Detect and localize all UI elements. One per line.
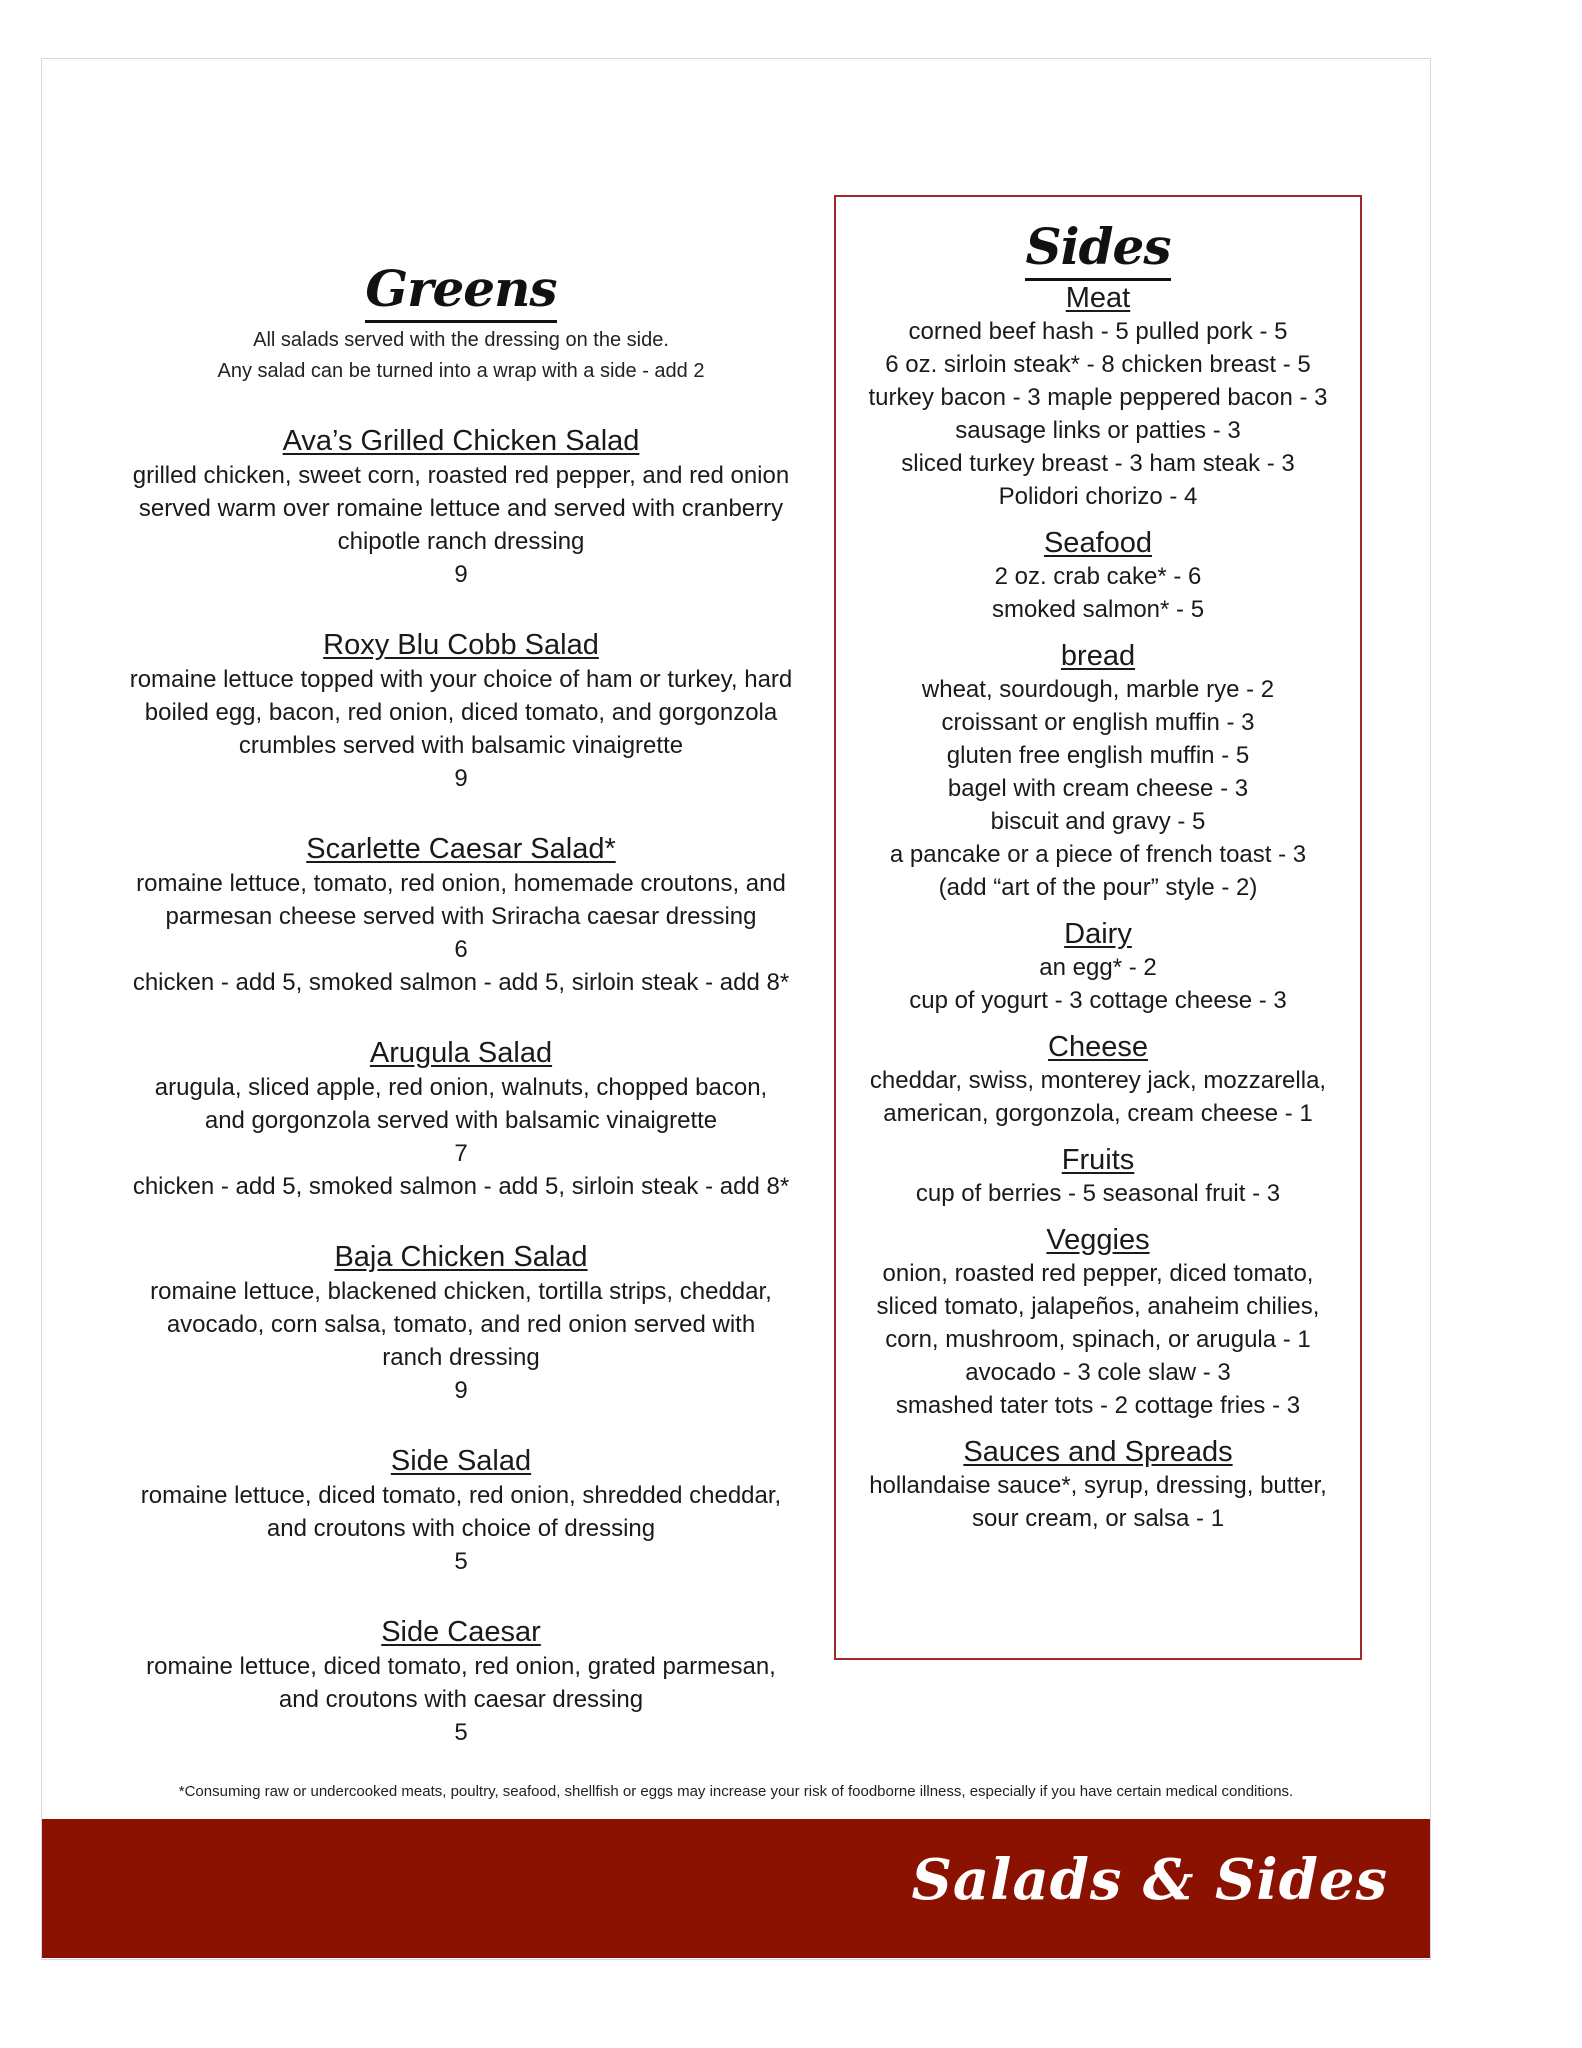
sides-panel	[834, 195, 1362, 1660]
footer-banner	[42, 1819, 1430, 1958]
salad-name: Baja Chicken Salad	[334, 1241, 588, 1273]
salad-description-line: romaine lettuce, blackened chicken, tortilla strips, cheddar,	[150, 1278, 772, 1305]
greens-intro	[86, 325, 836, 387]
salad-name: Scarlette Caesar Salad*	[306, 833, 616, 865]
sides-category-list	[836, 281, 1360, 1535]
menu-page	[41, 58, 1431, 1960]
sides-item-line: smoked salmon* - 5	[991, 596, 1205, 623]
salad-name: Side Caesar	[381, 1616, 541, 1648]
salad-description-line: and gorgonzola served with balsamic vinaigrette	[204, 1107, 718, 1134]
sides-category-title: Fruits	[1061, 1144, 1135, 1176]
sides-category-title: Cheese	[1048, 1031, 1148, 1063]
salad-price: 5	[454, 1548, 468, 1575]
salad-description-line: and croutons with caesar dressing	[278, 1686, 644, 1713]
sides-category	[836, 917, 1360, 1017]
salad-name: Arugula Salad	[369, 1037, 553, 1069]
sides-item-line: cheddar, swiss, monterey jack, mozzarella,	[869, 1067, 1327, 1094]
salad-name: Side Salad	[390, 1445, 532, 1477]
sides-item-line: sour cream, or salsa - 1	[971, 1505, 1225, 1532]
sides-item-line: turkey bacon - 3 maple peppered bacon - 3	[868, 384, 1328, 411]
sides-item-line: cup of berries - 5 seasonal fruit - 3	[915, 1180, 1281, 1207]
sides-item-line: cup of yogurt - 3 cottage cheese - 3	[909, 987, 1287, 1014]
sides-category	[836, 526, 1360, 626]
sides-heading: Sides	[836, 217, 1360, 277]
sides-category-title: Seafood	[1043, 527, 1153, 559]
salad-description-line: romaine lettuce, diced tomato, red onion, shredded cheddar,	[140, 1482, 782, 1509]
salad-item	[86, 627, 836, 795]
salad-description-line: romaine lettuce topped with your choice of ham or turkey, hard	[129, 666, 793, 693]
salad-description-line: grilled chicken, sweet corn, roasted red pepper, and red onion	[132, 462, 790, 489]
salad-item	[86, 1035, 836, 1203]
sides-item-line: sliced tomato, jalapeños, anaheim chilies,	[876, 1293, 1320, 1320]
salad-price: 9	[454, 1377, 468, 1404]
sides-item-line: corned beef hash - 5 pulled pork - 5	[908, 318, 1288, 345]
salad-item	[86, 1443, 836, 1578]
salad-price: 9	[454, 561, 468, 588]
salad-description-line: chipotle ranch dressing	[337, 528, 585, 555]
sides-category	[836, 1030, 1360, 1130]
sides-category-title: Veggies	[1046, 1224, 1150, 1256]
sides-category	[836, 1223, 1360, 1422]
health-disclaimer: *Consuming raw or undercooked meats, poultry, seafood, shellfish or eggs may increase your risk of foodborne illness, especially if you have certain medical conditions.	[178, 1783, 1294, 1800]
greens-column	[86, 199, 836, 1749]
salad-description-line: ranch dressing	[382, 1344, 540, 1371]
sides-item-line: a pancake or a piece of french toast - 3	[889, 841, 1307, 868]
sides-item-line: bagel with cream cheese - 3	[947, 775, 1249, 802]
salad-description-line: served warm over romaine lettuce and served with cranberry	[138, 495, 784, 522]
sides-item-line: hollandaise sauce*, syrup, dressing, butter,	[869, 1472, 1327, 1499]
sides-item-line: Polidori chorizo - 4	[998, 483, 1198, 510]
sides-item-line: smashed tater tots - 2 cottage fries - 3	[895, 1392, 1301, 1419]
salad-description-line: and croutons with choice of dressing	[266, 1515, 656, 1542]
sides-item-line: gluten free english muffin - 5	[946, 742, 1250, 769]
sides-item-line: corn, mushroom, spinach, or arugula - 1	[885, 1326, 1311, 1353]
salad-description-line: parmesan cheese served with Sriracha caesar dressing	[165, 903, 757, 930]
sides-item-line: 2 oz. crab cake* - 6	[994, 563, 1202, 590]
banner-title: Salads & Sides	[911, 1847, 1388, 1913]
sides-category	[836, 1143, 1360, 1210]
salad-description-line: romaine lettuce, tomato, red onion, homemade croutons, and	[136, 870, 786, 897]
salad-price: 5	[454, 1719, 468, 1746]
sides-category	[836, 281, 1360, 513]
greens-item-list	[86, 423, 836, 1749]
greens-intro-line: Any salad can be turned into a wrap with a side - add 2	[217, 360, 705, 382]
sides-item-line: wheat, sourdough, marble rye - 2	[921, 676, 1275, 703]
salad-price: 9	[454, 765, 468, 792]
salad-item	[86, 1614, 836, 1749]
salad-name: Roxy Blu Cobb Salad	[323, 629, 599, 661]
sides-item-line: 6 oz. sirloin steak* - 8 chicken breast - 5	[885, 351, 1311, 378]
sides-item-line: biscuit and gravy - 5	[990, 808, 1206, 835]
salad-addon: chicken - add 5, smoked salmon - add 5, sirloin steak - add 8*	[132, 969, 790, 996]
sides-category-title: Sauces and Spreads	[963, 1436, 1233, 1468]
sides-category-title: bread	[1060, 640, 1136, 672]
sides-item-line: sliced turkey breast - 3 ham steak - 3	[901, 450, 1295, 477]
salad-name: Ava’s Grilled Chicken Salad	[282, 425, 640, 457]
sides-item-line: sausage links or patties - 3	[955, 417, 1241, 444]
salad-description-line: romaine lettuce, diced tomato, red onion, grated parmesan,	[146, 1653, 776, 1680]
sides-item-line: (add “art of the pour” style - 2)	[938, 874, 1258, 901]
sides-category-title: Meat	[1065, 282, 1131, 314]
greens-intro-line: All salads served with the dressing on the side.	[253, 329, 669, 351]
sides-item-line: avocado - 3 cole slaw - 3	[965, 1359, 1231, 1386]
greens-heading: Greens	[86, 259, 836, 319]
salad-item	[86, 831, 836, 999]
salad-price: 7	[454, 1140, 468, 1167]
sides-item-line: onion, roasted red pepper, diced tomato,	[882, 1260, 1314, 1287]
sides-category	[836, 1435, 1360, 1535]
sides-item-line: croissant or english muffin - 3	[941, 709, 1255, 736]
salad-item	[86, 423, 836, 591]
sides-item-line: american, gorgonzola, cream cheese - 1	[883, 1100, 1313, 1127]
salad-description-line: arugula, sliced apple, red onion, walnuts, chopped bacon,	[154, 1074, 768, 1101]
salad-description-line: boiled egg, bacon, red onion, diced tomato, and gorgonzola	[144, 699, 778, 726]
salad-description-line: avocado, corn salsa, tomato, and red onion served with	[166, 1311, 756, 1338]
salad-description-line: crumbles served with balsamic vinaigrette	[238, 732, 684, 759]
sides-category-title: Dairy	[1064, 918, 1132, 950]
sides-item-line: an egg* - 2	[1039, 954, 1157, 981]
sides-category	[836, 639, 1360, 904]
salad-price: 6	[454, 936, 468, 963]
salad-addon: chicken - add 5, smoked salmon - add 5, sirloin steak - add 8*	[132, 1173, 790, 1200]
salad-item	[86, 1239, 836, 1407]
